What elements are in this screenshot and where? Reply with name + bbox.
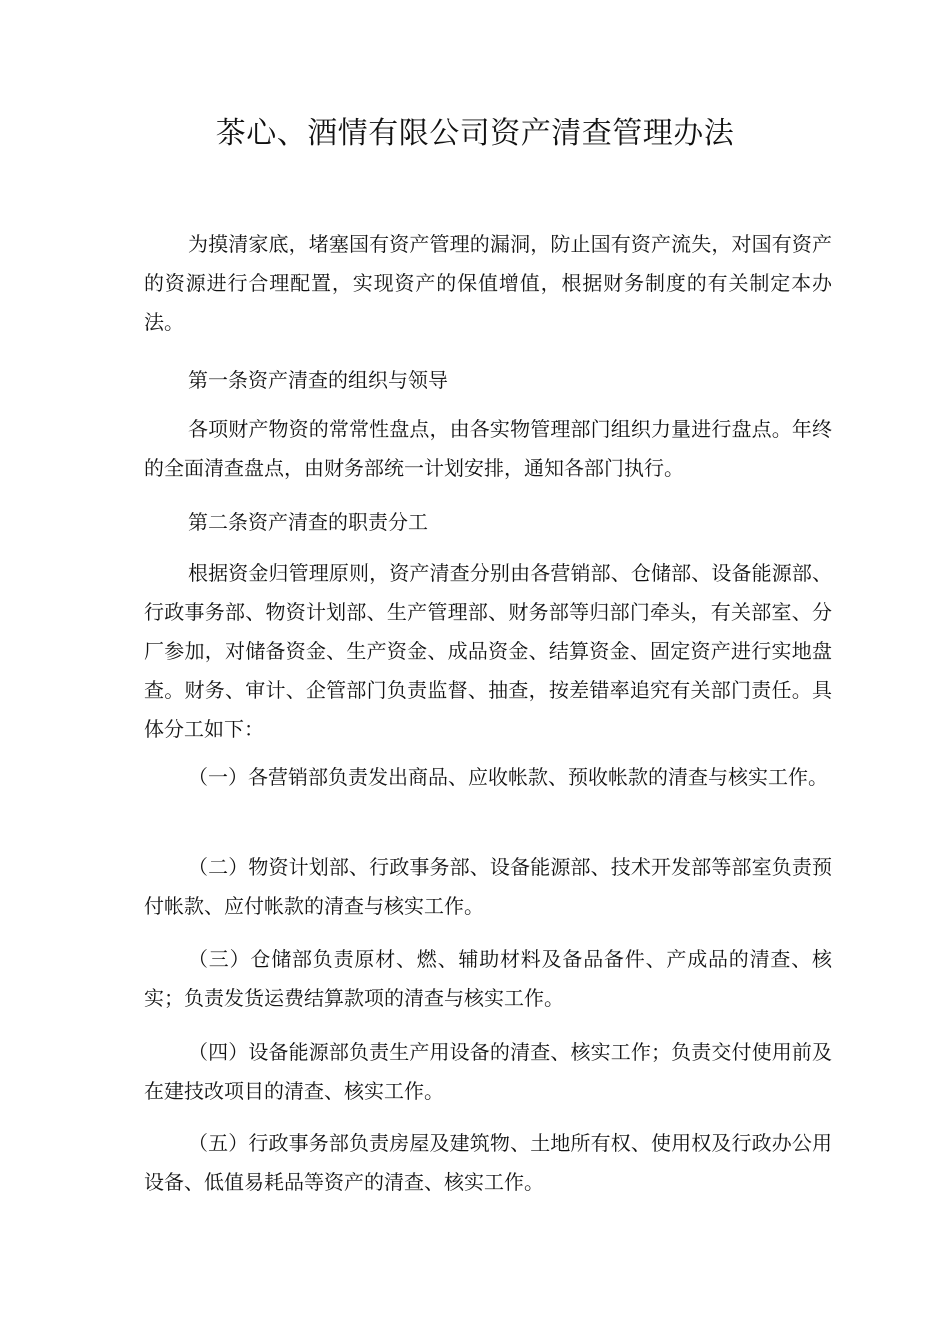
article2-heading: 第二条资产清查的职责分工 xyxy=(188,510,428,534)
item-3: （三）仓储部负责原材、燃、辅助材料及备品备件、产成品的清查、核实；负责发货运费结算款项的清查与核实工作。 xyxy=(144,947,832,1010)
document-title: 茶心、酒情有限公司资产清查管理办法 xyxy=(215,116,735,151)
article1-heading: 第一条资产清查的组织与领导 xyxy=(188,368,448,392)
item-5: （五）行政事务部负责房屋及建筑物、土地所有权、使用权及行政办公用设备、低值易耗品等资产的清查、核实工作。 xyxy=(144,1131,832,1194)
article1-body: 各项财产物资的常常性盘点，由各实物管理部门组织力量进行盘点。年终的全面清查盘点，由财务部统一计划安排，通知各部门执行。 xyxy=(144,417,832,480)
intro-paragraph: 为摸清家底，堵塞国有资产管理的漏洞，防止国有资产流失，对国有资产的资源进行合理配置，实现资产的保值增值，根据财务制度的有关制定本办法。 xyxy=(144,232,832,334)
article2-body: 根据资金归管理原则，资产清查分别由各营销部、仓储部、设备能源部、行政事务部、物资计划部、生产管理部、财务部等归部门牵头，有关部室、分厂参加，对储备资金、生产资金、成品资金、结算资金、固定资产进行实地盘查。财务、审计、企管部门负责监督、抽查，按差错率追究有关部门责任。具体分工如下： xyxy=(144,561,832,741)
item-1: （一）各营销部负责发出商品、应收帐款、预收帐款的清查与核实工作。 xyxy=(188,765,828,789)
item-2: （二）物资计划部、行政事务部、设备能源部、技术开发部等部室负责预付帐款、应付帐款的清查与核实工作。 xyxy=(144,855,832,918)
item-4: （四）设备能源部负责生产用设备的清查、核实工作；负责交付使用前及在建技改项目的清查、核实工作。 xyxy=(144,1040,832,1103)
